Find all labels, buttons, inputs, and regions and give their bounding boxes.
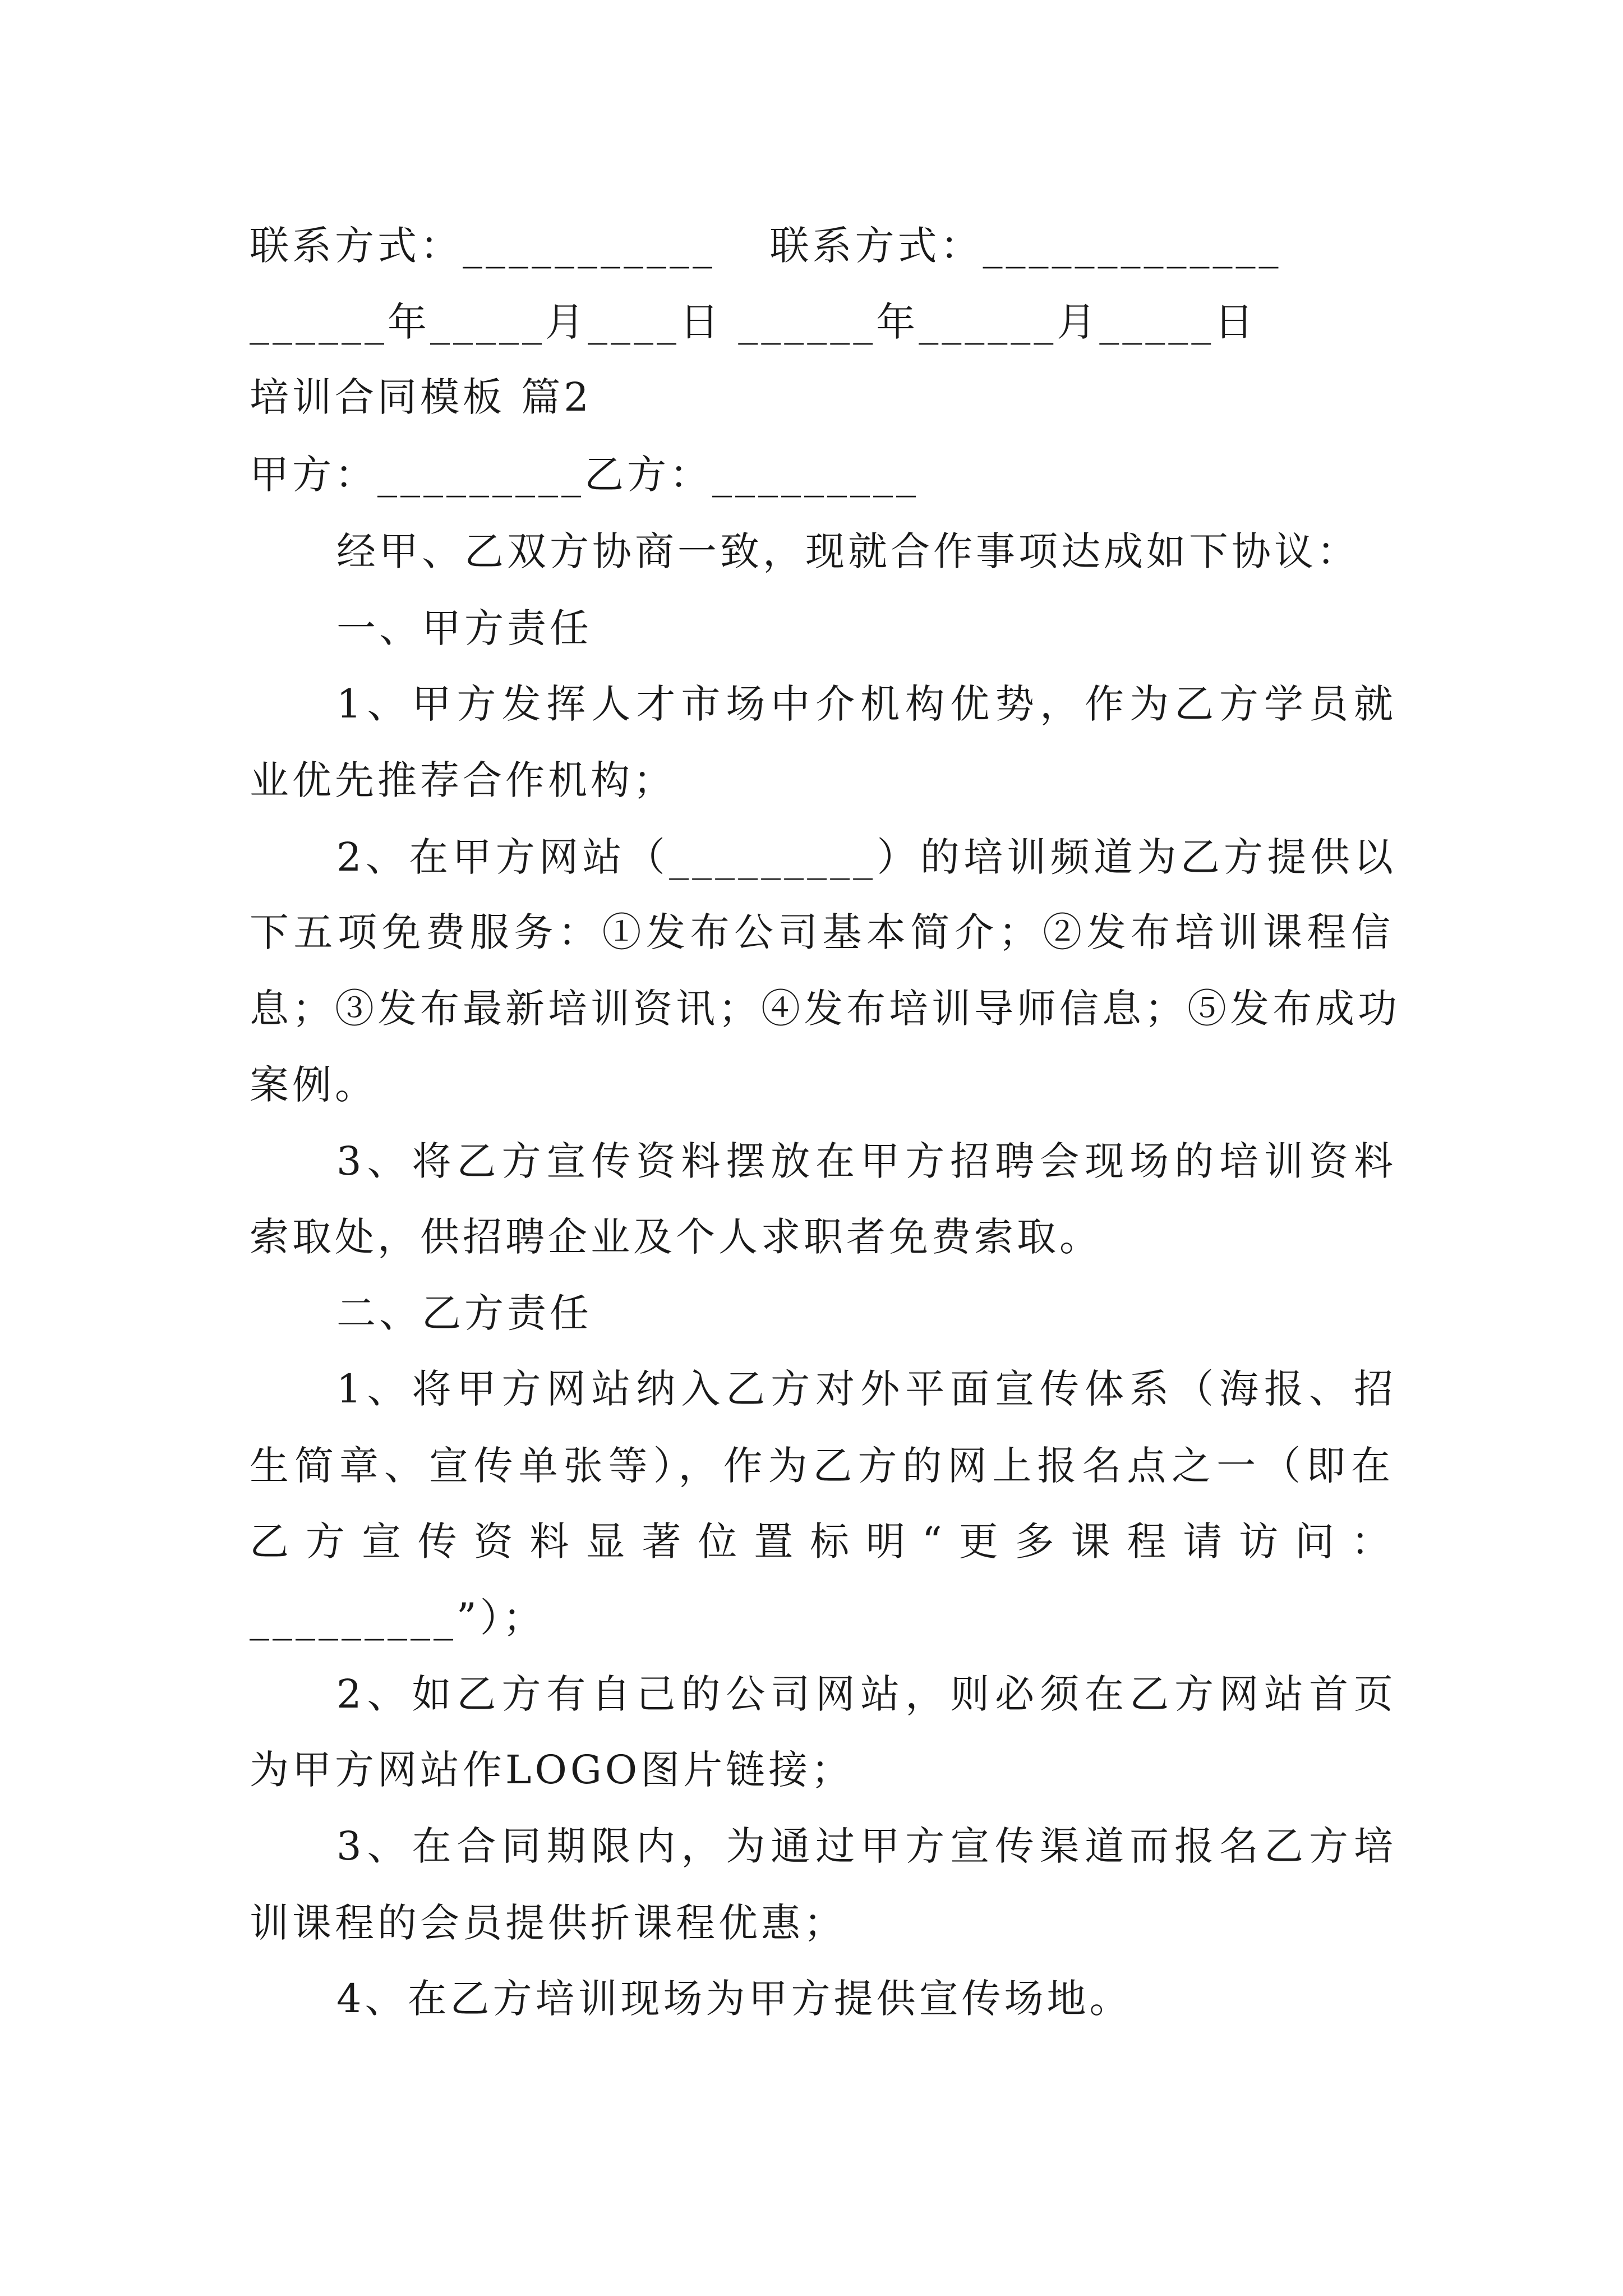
part-b-item2-line1: 2、如乙方有自己的公司网站，则必须在乙方网站首页 (336, 1671, 1396, 1717)
part-a-item2-line2: 下五项免费服务：①发布公司基本简介；②发布培训课程信 (250, 909, 1394, 955)
part-a-item1-line1: 1、甲方发挥人才市场中介机构优势，作为乙方学员就 (336, 681, 1396, 727)
part-a-item2-line1: 2、在甲方网站（_________）的培训频道为乙方提供以 (336, 834, 1396, 880)
part-a-item3-line2: 索取处，供招聘企业及个人求职者免费索取。 (250, 1214, 1102, 1260)
contact-line (250, 219, 1394, 273)
part-b-item1-line3: 乙方宣传资料显著位置标明“更多课程请访问： (250, 1519, 1394, 1565)
preamble: 经甲、乙双方协商一致，现就合作事项达成如下协议： (336, 528, 1359, 574)
part-b-item1-line4: _________”）； (250, 1595, 546, 1641)
part-b-item1-line1: 1、将甲方网站纳入乙方对外平面宣传体系（海报、招 (336, 1366, 1396, 1412)
part-b-item3-line2: 训课程的会员提供折课程优惠； (250, 1900, 846, 1946)
parties-line: 甲方：_________乙方：_________ (250, 452, 919, 498)
part-a-heading: 一、甲方责任 (336, 605, 592, 651)
part-b-heading: 二、乙方责任 (336, 1290, 592, 1336)
part-b-item4-line1: 4、在乙方培训现场为甲方提供宣传场地。 (336, 1976, 1132, 2022)
part-a-item3-line1: 3、将乙方宣传资料摆放在甲方招聘会现场的培训资料 (336, 1138, 1396, 1184)
section-title: 培训合同模板 篇2 (250, 374, 592, 420)
contact-a: 联系方式：___________ (250, 223, 716, 269)
part-b-item3-line1: 3、在合同期限内，为通过甲方宣传渠道而报名乙方培 (336, 1823, 1396, 1869)
part-a-item2-line3: 息；③发布最新培训资讯；④发布培训导师信息；⑤发布成功 (250, 986, 1400, 1032)
contact-b: 联系方式：_____________ (769, 223, 1282, 269)
part-a-item1-line2: 业优先推荐合作机构； (250, 757, 676, 803)
part-b-item1-line2: 生简章、宣传单张等），作为乙方的网上报名点之一（即在 (250, 1443, 1394, 1489)
part-a-item2-line4: 案例。 (250, 1062, 377, 1108)
date-line: ______年_____月____日 ______年______月_____日 (250, 299, 1257, 345)
part-b-item2-line2: 为甲方网站作LOGO图片链接； (250, 1747, 854, 1793)
